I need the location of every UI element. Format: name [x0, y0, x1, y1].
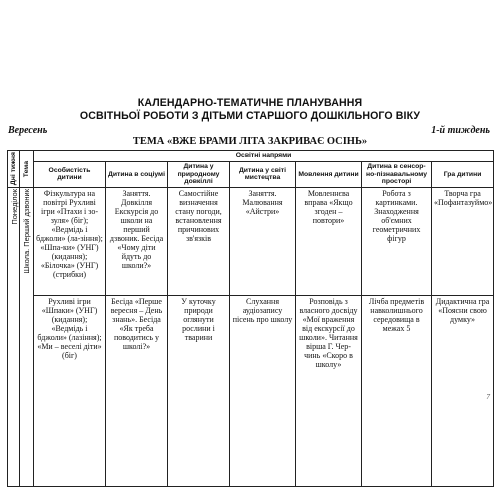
table-cell: Фізкультура на повітрі Рухливі ігри «Птахи і зо-зуля» (біг); «Ведмідь і бджоли» (ла-зіння); «Шпа-ки» (УНГ) (кидання); «Білочка» (УНГ) (стрибки) [34, 187, 106, 295]
table-cell: Розповідь з власного досвіду «Мої враження від екскурсії до школи». Читання вірша Г. Чер-чинь «Скоро в школу» [296, 295, 362, 486]
day-label: Понеділок [10, 188, 19, 225]
table-cell: Творча гра «Пофантазуймо» [432, 187, 494, 295]
table-cell: Робота з картинками. Знаходження об'ємних геометричних фігур [362, 187, 432, 295]
month-label: Вересень [8, 125, 48, 136]
header-col-4: Дитина у світі мистецтва [230, 162, 296, 188]
table-cell: Рухливі ігри «Шпаки» (УНГ) (кидання); «Ведмідь і бджоли» (лазіння); «Ми – веселі діти» (біг) [34, 295, 106, 486]
day-theme-label: Школа. Перший дзвоник [22, 188, 31, 274]
table-cell: Бесіда «Перше вересня – День знань». Бесіда «Як треба поводитись у школі?» [106, 295, 168, 486]
header-days: Дні тижня [10, 152, 17, 186]
header-col-5: Мовлення дитини [296, 162, 362, 188]
header-theme: Тема [22, 160, 30, 177]
header-col-1: Особистість дитини [34, 162, 106, 188]
table-cell: Лічба предметів навколишнього середовища в межах 5 [362, 295, 432, 486]
header-row-2 [8, 162, 494, 188]
table-cell: Заняття. Малювання «Айстри» [230, 187, 296, 295]
page-heading [0, 97, 500, 122]
table-row [8, 295, 494, 486]
header-col-2: Дитина в соціумі [106, 162, 168, 188]
header-days-cell [8, 151, 20, 188]
header-row-1 [8, 151, 494, 162]
table-cell: Дидактична гра «Поясни свою думку» [432, 295, 494, 486]
page-number: 7 [486, 392, 490, 401]
table-cell: Самостійне визначення стану погоди, встановлення причинових зв'язків [168, 187, 230, 295]
day-cell [8, 187, 20, 486]
heading-line-2: ОСВІТНЬОЇ РОБОТИ З ДІТЬМИ СТАРШОГО ДОШКІЛЬНОГО ВІКУ [79, 109, 421, 122]
planning-table [7, 150, 494, 487]
table-cell: Заняття. Довкілля Екскурсія до школи на перший дзвоник. Бесіда «Чому діти йдуть до школи?» [106, 187, 168, 295]
heading-line-1: КАЛЕНДАРНО-ТЕМАТИЧНЕ ПЛАНУВАННЯ [137, 97, 363, 109]
theme-title: ТЕМА «ВЖЕ БРАМИ ЛІТА ЗАКРИВАЄ ОСІНЬ» [132, 136, 368, 147]
table-cell: Слухання аудіозапису пісень про школу [230, 295, 296, 486]
header-group: Освітні напрями [34, 151, 494, 162]
table-row [8, 187, 494, 295]
header-theme-cell [20, 151, 34, 188]
header-col-7: Гра дитини [432, 162, 494, 188]
week-label: 1-й тиждень [431, 125, 490, 136]
table-cell: У куточку природи оглянути рослини і тварини [168, 295, 230, 486]
table-cell: Мовленнєва вправа «Якщо згоден – повтори» [296, 187, 362, 295]
header-col-6: Дитина в сенсор-но-пізнавальному просторі [362, 162, 432, 188]
day-theme-cell [20, 187, 34, 486]
header-col-3: Дитина у природному довкіллі [168, 162, 230, 188]
